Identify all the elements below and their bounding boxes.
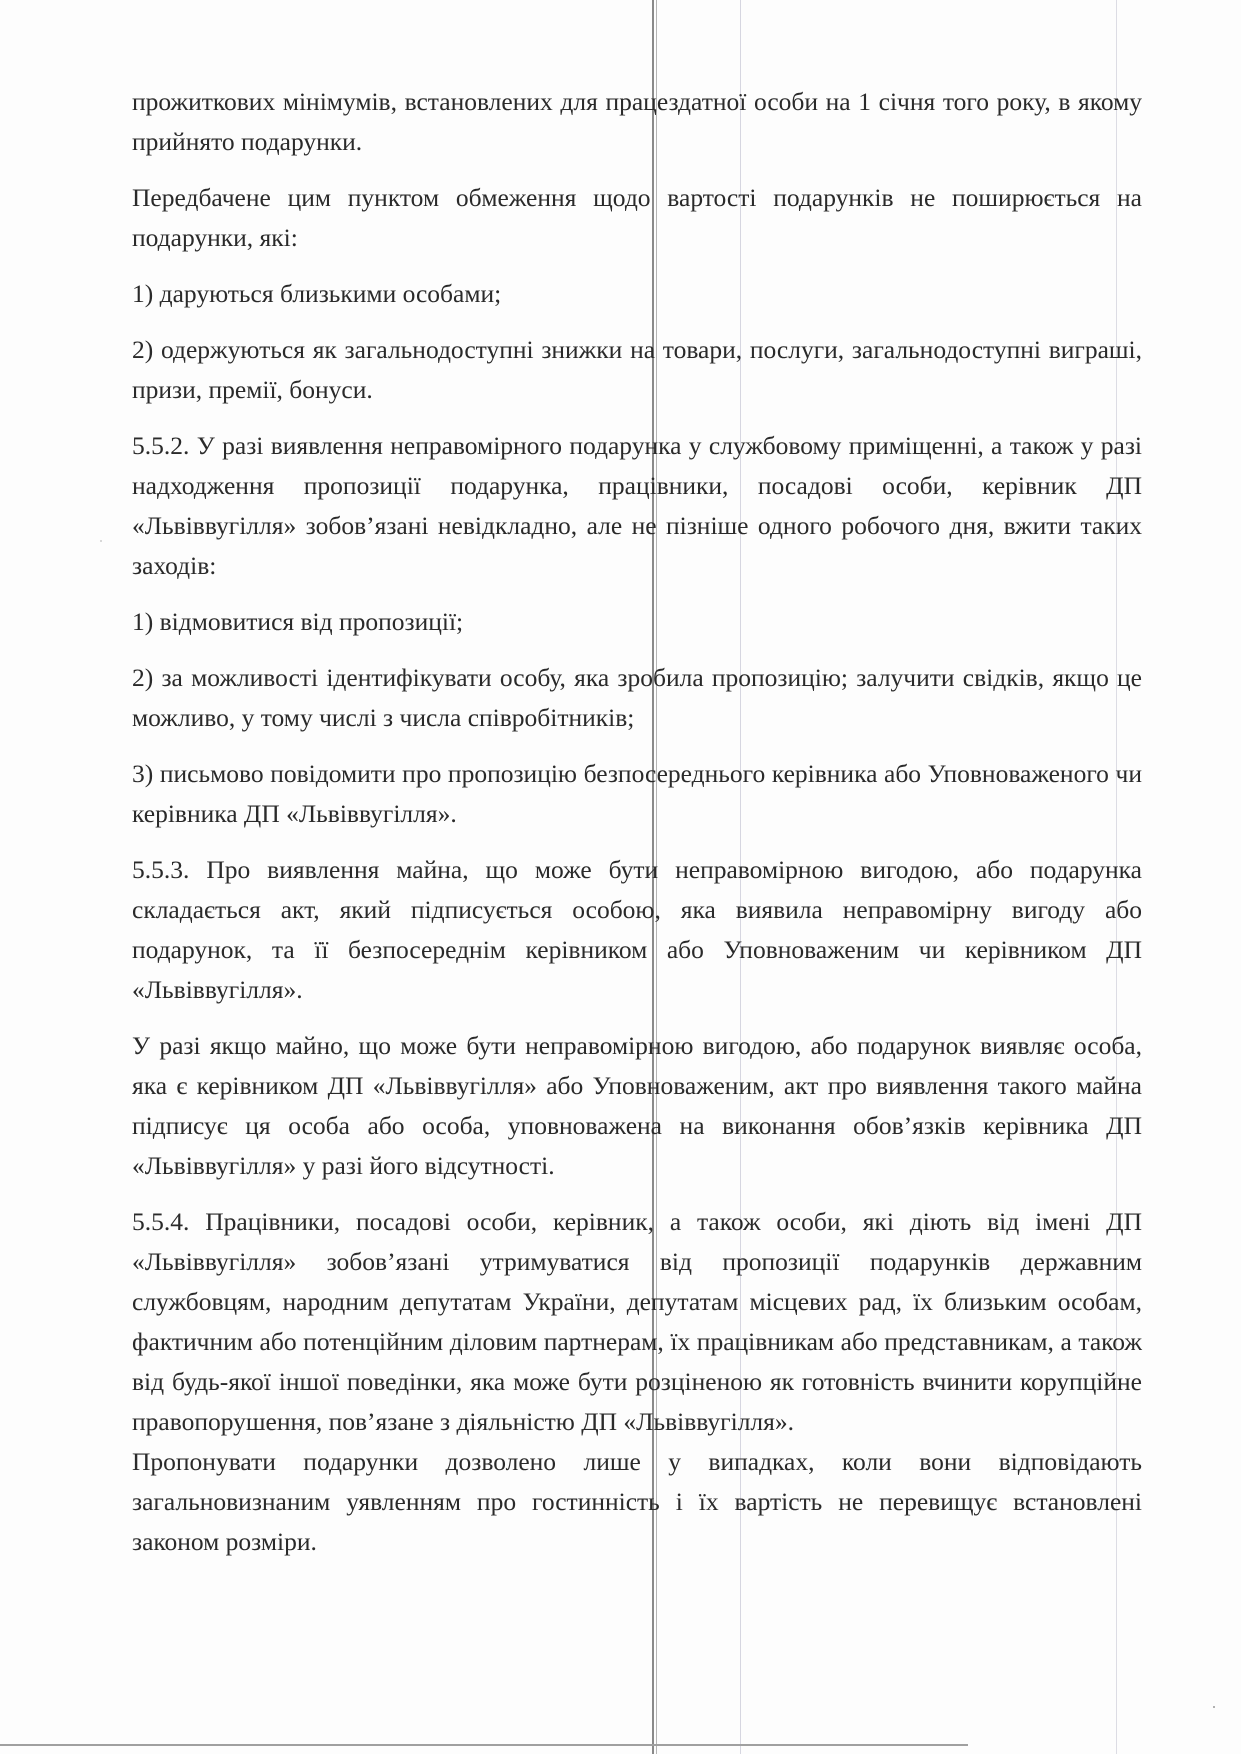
paragraph: Передбачене цим пунктом обмеження щодо вартості подарунків не поширюється на подарунки, які: [132,183,1142,252]
list-item: 1) відмовитися від пропозиції; [132,607,464,636]
document-body [132,82,1142,1562]
scan-speck [1213,1706,1215,1708]
paragraph: У разі якщо майно, що може бути неправомірною вигодою, або подарунок виявляє особа, яка є керівником ДП «Львіввугілля» або Уповноваженим, акт про виявлення такого майна підписує ця особа або особа, уповноважена на виконання обов’язків керівника ДП «Львіввугілля» у разі його відсутності. [132,1031,1142,1180]
section-paragraph-5-5-2: 5.5.2. У разі виявлення неправомірного подарунка у службовому приміщенні, а також у разі надходження пропозиції подарунка, працівники, посадові особи, керівник ДП «Львіввугілля» зобов’язані невідкладно, але не пізніше одного робочого дня, вжити таких заходів: [132,431,1142,580]
list-item: 2) одержуються як загальнодоступні знижки на товари, послуги, загальнодоступні виграші, призи, премії, бонуси. [132,335,1142,404]
section-paragraph-5-5-3: 5.5.3. Про виявлення майна, що може бути неправомірною вигодою, або подарунка складається акт, який підписується особою, яка виявила неправомірну вигоду або подарунок, та її безпосереднім керівником або Уповноваженим чи керівником ДП «Львіввугілля». [132,855,1142,1004]
scan-artifact-line [0,1744,968,1746]
list-item: 2) за можливості ідентифікувати особу, яка зробила пропозицію; залучити свідків, якщо це можливо, у тому числі з числа співробітників; [132,663,1142,732]
list-item: 1) даруються близькими особами; [132,279,502,308]
list-item: 3) письмово повідомити про пропозицію безпосереднього керівника або Уповноваженого чи керівника ДП «Львіввугілля». [132,759,1142,828]
scan-speck [100,540,102,542]
section-paragraph-5-5-4: 5.5.4. Працівники, посадові особи, керівник, а також особи, які діють від імені ДП «Львіввугілля» зобов’язані утримуватися від пропозиції подарунків державним службовцям, народним депутатам України, депутатам місцевих рад, їх близьким особам, фактичним або потенційним діловим партнерам, їх працівникам або представникам, а також від будь-якої іншої поведінки, яка може бути розціненою як готовність вчинити корупційне правопорушення, пов’язане з діяльністю ДП «Львіввугілля». [132,1207,1142,1436]
paragraph: прожиткових мінімумів, встановлених для працездатної особи на 1 січня того року, в якому прийнято подарунки. [132,87,1142,156]
paragraph: Пропонувати подарунки дозволено лише у випадках, коли вони відповідають загальновизнаним уявленням про гостинність і їх вартість не перевищує встановлені законом розміри. [132,1447,1142,1556]
